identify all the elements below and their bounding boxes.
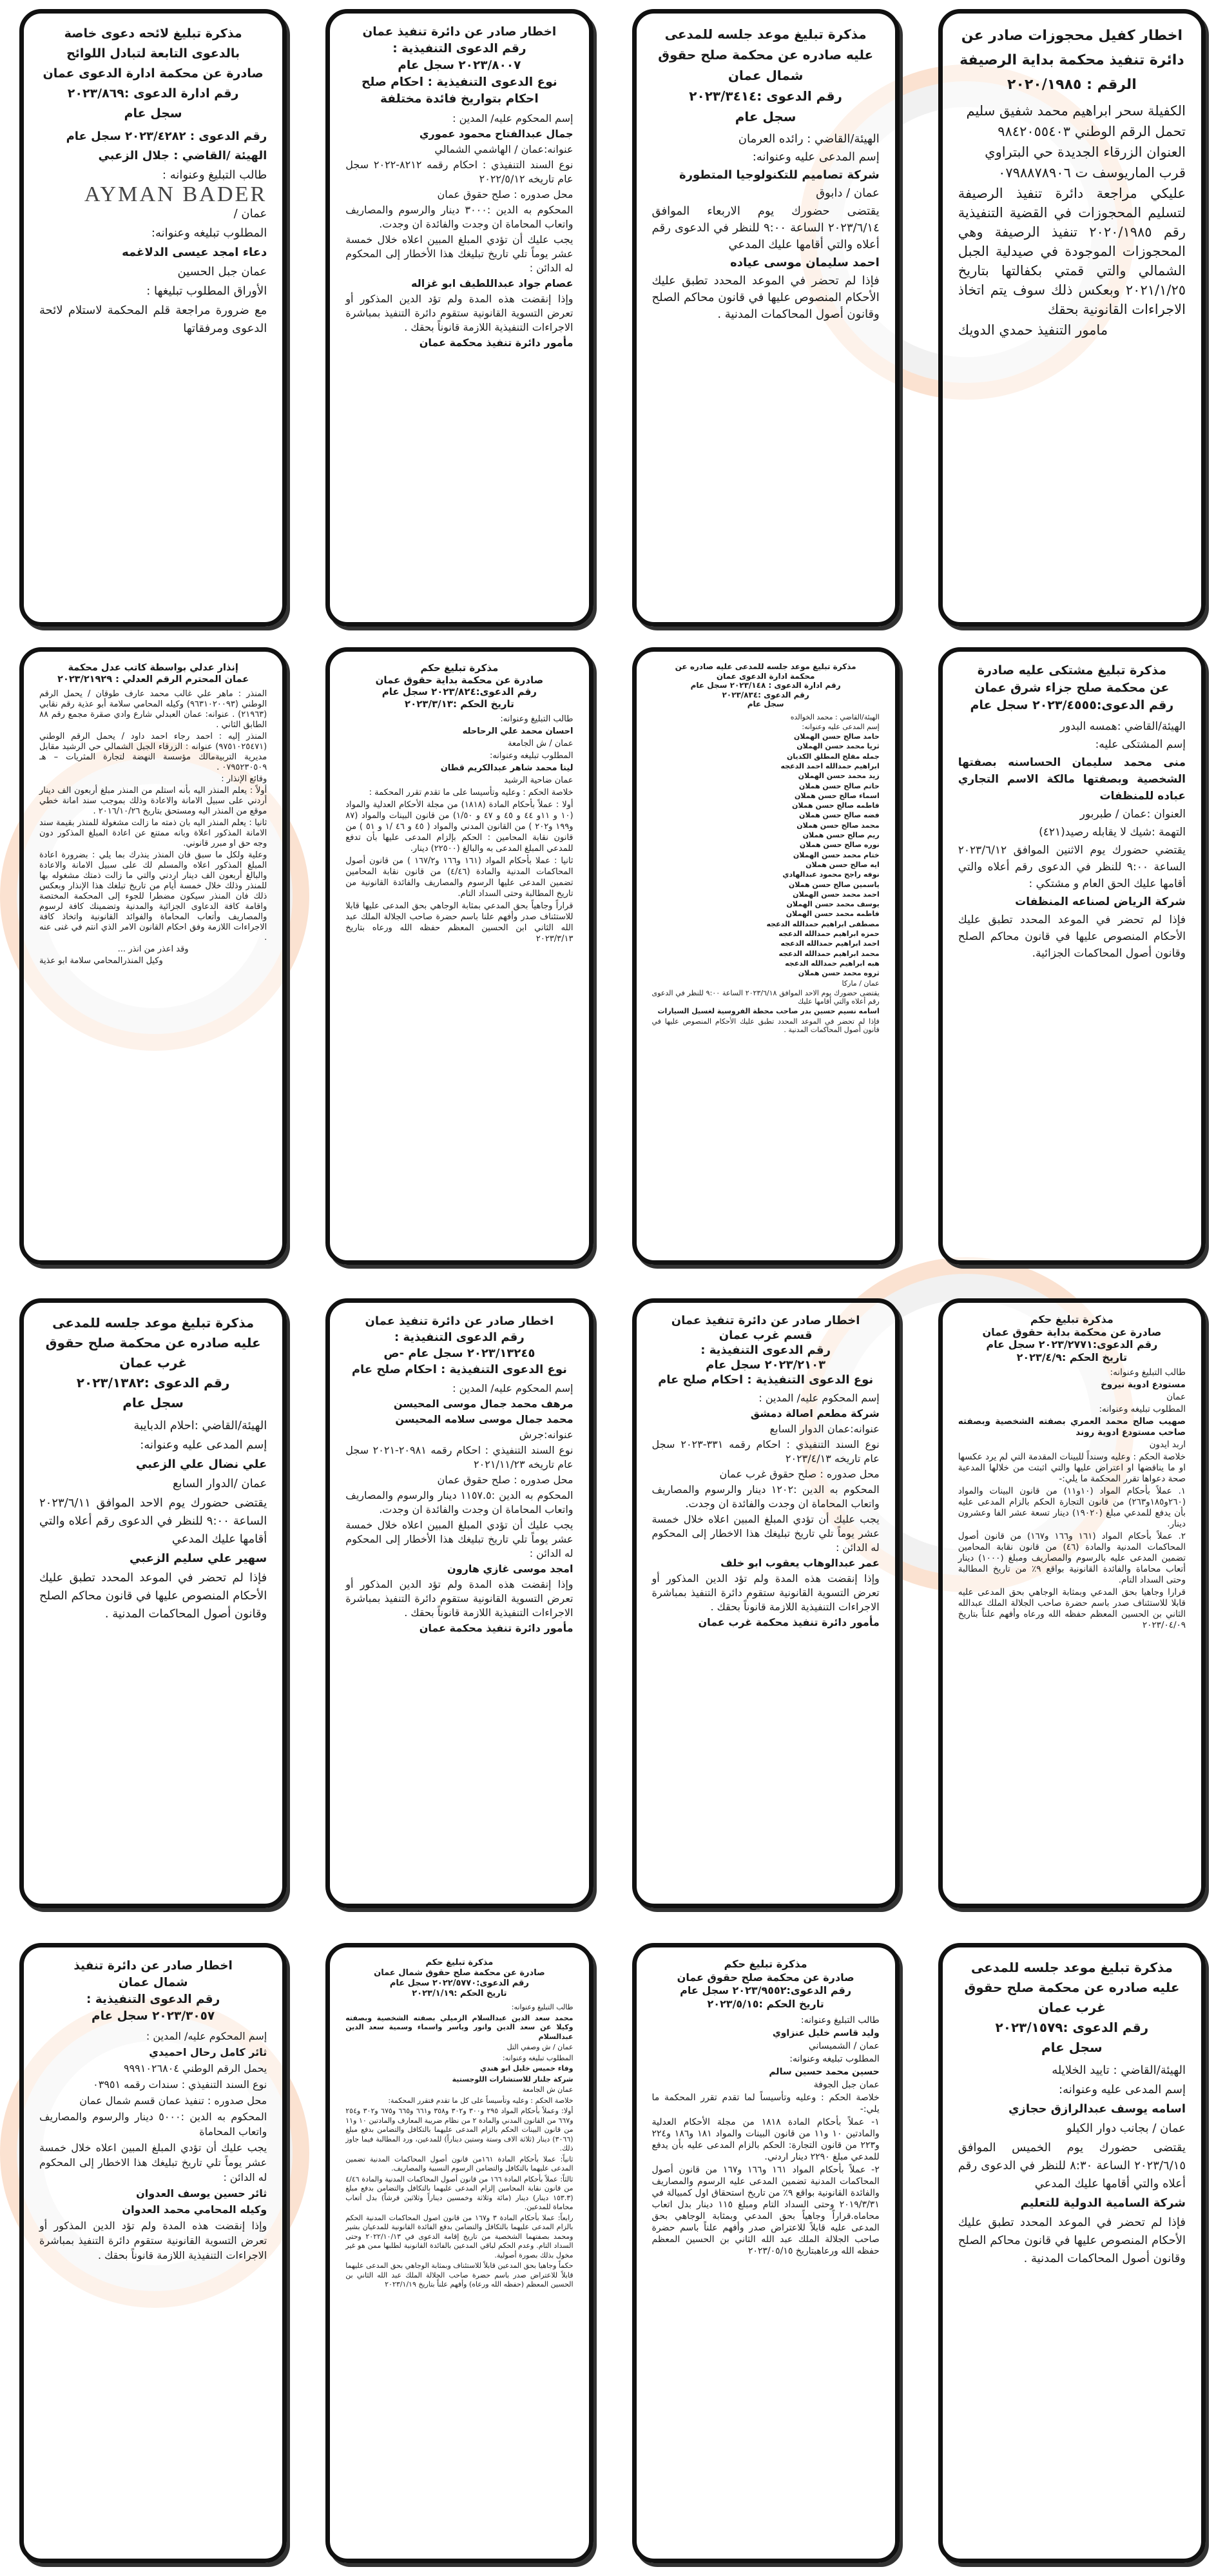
notice-paragraph: المطلوب تبليغه وعنوانه: [489,751,574,761]
notice-title-line: الرقم : ٢٠٢٠/١٩٨٥ [1007,77,1137,93]
notice-paragraph: خلاصة الحكم : وعليه وتأسيساً لما تقدم تقرر المحكمة ما يلي:- [651,2093,880,2114]
notice-title-line: احكام بتواريخ فائدة مختلفة [380,92,539,106]
notice-paragraph: وعلية ولكل ما سبق فان المنذر ينذرك بما يلي : بضرورة اعادة المبلغ المذكور اعلاه والمسلم لك على سبيل الامانة والاعادة والبالغ أربعون الف دينار اردني والتي ما زالت ذمتك مشغوله بها للمنذر وذلك خلال خمسة أيام من تاريخ تبلغك هذا الإنذار وبعكس ذلك فان المنذر سيكون مضطرا للجوء إلى المحكمة المختصة واقامة كافة الدعاوى الجزائية والمدنية وتضمينك كافة لرسوم والمصاريف وأتعاب المحاماة والفوائد القانونية واتخاذ كافة الاجراءات اللازمة وفق احكام القانون الامر الذي انتم في غنى عنه . [39,850,267,942]
notice-title-line: رقم الدعوى :٢٠٢٣/١٥٧٩ [995,2020,1149,2035]
notice-title-line: مذكرة تبليغ موعد جلسه للمدعى [52,1315,255,1331]
notice-party-name: مرهف محمد جمال موسى المحيسن [393,1398,574,1410]
notice-party-name: وفاء خميس خليل ابو هندي [479,2064,574,2073]
notice-title-line: مذكرة تبليغ مشتكى عليه صادرة [977,663,1166,678]
notice-paragraph: يقتضى حضورك يوم الاحد الموافق ٢٠٢٣/٦/١١ الساعة ٩:٠٠ للنظر في الدعوى رقم أعلاه والتي أقامها عليك المدعي [39,1496,267,1546]
notice-paragraph: ٢. عملاً بأحكام المواد (١٦١ و١٦٦ و١٦٧) من قانون أصول المحاكمات المدنية والمادة (٤٦) من قانون نقابة المحامين تضمين المدعى عليه بالرسوم والمصاريف ومبلغ (١٠٠٠) دينار أتعاب محاماة والفائدة القانونية بواقع ٩٪ من تاريخ المطالبة وحتى السداد التام. [958,1531,1186,1585]
notice-party-name: احمد ابراهيم حمدالله الدعجه [780,939,880,948]
notice-paragraph: فإذا لم تحضر في الموعد المحدد تطبق عليك الأحكام المنصوص عليها في قانون محاكم الصلح وقانون أصول المحاكمات المدنية . [958,2216,1186,2265]
notice-paragraph: إسم المحكوم عليه/ المدين : [452,112,574,124]
notice-title-line: مذكرة تبليغ موعد جلسه للمدعى [970,1960,1173,1975]
notice-paragraph: قرب الماريوسف ت ٠٧٩٨٨٧٨٩٠٦ [998,165,1186,181]
notice-title-line: عمان المحترم الرقم العدلي : ٢٠٢٣/٢١٩٢٩ [57,674,249,685]
notice-cell [0,638,306,1276]
notice-paragraph: وقائع الإنذار : [221,774,267,784]
notice-party-name: زيد محمد حسن الهملان [798,772,880,781]
notice-party-name: احمد سليمان موسى عياده [730,256,880,269]
notice-party-name: اسامه يوسف عبدالرازق حجازي [1008,2102,1186,2116]
notice-paragraph: خلاصة الحكم : وعليه وسنداً للبينات المقدمة التي لم يرد عكسها او ما يناقضها او اعتراض عليها والتي اثبتت من خلالها المدعية صحة دعواها تقرر المحكمة ما يلي:- [958,1452,1186,1484]
notice-paragraph: خلاصة الحكم : وعليه وتأسيساً على كل ما تقدم فتقرر المحكمة: [388,2096,574,2105]
notice-paragraph: وإذا إنقضت هذه المدة ولم تؤد الدين المذكور أو تعرض التسوية القانونية ستقوم دائرة التنفيذ بمباشرة الاجراءات التنفيذية اللازمة قانوناً بحقك . [651,1572,880,1613]
notice-title [39,1958,267,2025]
notice-paragraph: أولاً : يعلم المنذر اليه بأنه استلم من المنذر مبلغ أربعون الف دينار أردني على سبيل الامانة والاعادة وذلك بموجب سند امانة خطي موقع من المنذر اليه ومستحق بتاريخ ٢٠١٦/١٠/٢٦ . [39,786,267,816]
notice-party-name: علي نضال علي الزعبي [135,1458,267,1471]
notice-title-line: ٢٠٢٣/١٣٢٤٥ سجل عام -ص [383,1347,535,1360]
notice-party-name: ايه صالح حسن هملان [805,860,880,869]
notice-party-name: جمله مفلح المطلق الكديان [786,752,880,761]
notice-title [958,662,1186,714]
notice-title-line: رقم الدعوى:٢٠٢٣/٤٥٥٥ سجل عام [970,698,1174,712]
notice-paragraph: عمان جبل الجوفة [813,2080,880,2090]
notice-party-name: ثروه محمد حسن هملان [798,969,880,978]
notice-card [19,647,287,1265]
notice-cell [919,1276,1225,1921]
notice-party-name: نوفه راجح محمود عبدالهادي [782,870,880,879]
notice-paragraph: عمان جبل الحسين [177,265,267,278]
notice-card [632,9,900,627]
notice-party-name: فاطمه محمد حسن الهملان [786,910,880,919]
notice-party-name: هبه ابراهيم حمدالله الدعجه [785,959,880,968]
notice-title-line: سجل عام [122,1395,184,1410]
notice-title [39,1313,267,1413]
notice-party-name: مأمور دائرة تنفيذ محكمة عمان [419,1622,574,1634]
notice-party-name: ابراهيم حمدالله احمد الدعجه [780,761,880,770]
notice-party-name: ثائر حسين يوسف العدوان [136,2187,267,2200]
notice-title-line: مذكرة تبليغ حكم [425,1958,494,1967]
notice-paragraph: يقتضى حضورك يوم الاربعاء الموافق ٢٠٢٣/٦/١٤ الساعة ٩:٠٠ للنظر في الدعوى رقم أعلاه والتي أقامها عليك المدعي [651,204,880,251]
notice-title-line: رقم الدعوى:٢٠٢٣/٩٥٥٢ سجل عام [680,1984,852,1996]
notice-title-line: بالدعوى التابعة لتبادل اللوائح [66,46,240,61]
notice-card [19,1298,287,1908]
notice-title-line: شمال عمان [728,68,804,83]
notice-title-line: شمال عمان [118,1976,188,1989]
notice-card [632,647,900,1265]
notice-paragraph: الهيئة/القاضي : محمد الخوالده [790,712,880,721]
notice-party-name: سهير علي سليم الزعبي [129,1552,267,1565]
notice-card [938,647,1206,1265]
notice-party-name: مأمور دائرة تنفيذ محكمة غرب عمان [698,1616,880,1628]
notice-title-line: صادرة عن محكمة صلح حقوق عمان [677,1971,854,1984]
notice-paragraph: عمان / الشميساني [808,2041,880,2051]
notice-paragraph: عنوانه:عمان الدوار السابع [769,1423,880,1435]
notice-title-line: صادرة عن محكمة بداية حقوق عمان [375,674,544,686]
notice-paragraph: محل صدوره : صلح حقوق عمان [437,1474,574,1486]
notice-party-name: لينا محمد شاهر عبدالكريم قطان [440,763,574,773]
notice-title-line: مذكرة تبليغ حكم [420,662,499,674]
notice-paragraph: المنذر : ماهر علي غالب محمد عارف طوقان / يحمل الرقم الوطني (٩٦٣١٠٢٠٠٩٣) وكيله المحامي سلامة أبو عذية رقم نقابي (٢١٩٦٣) . عنوانه: عمان العبدلي شارع وادي صقرة مجمع رقم ٨٨ الطابق الثاني . [39,689,267,730]
notice-title [345,662,573,710]
notice-card [325,1298,593,1908]
notice-title-line: مذكرة تبليغ حكم [1030,1313,1114,1325]
notice-title-line: غرب عمان [119,1355,188,1371]
notice-paragraph: المنذر إليه : احمد رجاء احمد داود / يحمل الرقم الوطني (٩٧٥١٠٢٥٤٧١) عنوانه : الزرقاء الجبل الشمالي حي الرشيد مقابل مديرية التربيةمالك مؤسسة النهضة لتجارة المثريات – هـ ٠٧٩٥٢٣٠٥٠٩ . [39,732,267,772]
notice-cell [306,1921,612,2576]
notice-title-line: نوع الدعوى التنفيذية : احكام صلح عام [658,1373,874,1387]
notice-party-name: جمال عبدالفتاح محمود عموري [419,128,574,140]
notice-card [19,1943,287,2563]
notice-paragraph: نوع السند التنفيذي : احكام رقمه ٣٣١-٢٠٢٣ سجل عام تاريخه ٢٠٢٣/٤/١٣ [651,1438,880,1465]
notice-party-name: ريم صالح حسن هملان [802,831,880,840]
notice-title-line: دائرة تنفيذ محكمة بداية الرصيفة [960,52,1184,68]
notice-cell [0,1921,306,2576]
notice-title-line: رقم الدعوى:٢٠٢٣/٢٧٧١ سجل عام [986,1338,1158,1351]
notice-title-line: تاريخ الحكم :٢٠٢٣/٣/١٣ [404,698,514,710]
notice-paragraph: قراراً وجاهياً بحق المدعي بمثابة الوجاهي بحق المدعى عليها قابلا للاستئناف صدر وأفهم علنا باسم حضرة صاحب الجلالة الملك عبد الله الثاني ابن الحسين المعظم حفظه الله ورعاه بتاريخ ٢٠٢٣/٣/١٣ [345,901,574,944]
notice-title-line: اخطار كفيل محجوزات صادر عن [961,28,1183,44]
notice-party-name: محمد ابراهيم حمدالله الدعجه [778,949,880,958]
notice-cell [613,1921,919,2576]
notice-paragraph: يجب عليك أن تؤدي المبلغ المبين اعلاه خلال خمسة عشر يوماً تلي تاريخ تبليغك هذا الاخطار إلى المحكوم له الدائن : [651,1513,880,1554]
notice-paragraph: اربد ايدون [1149,1439,1186,1450]
notice-paragraph: عنوانه:جرش [519,1429,574,1441]
notice-paragraph: ثانيا : يعلم المنذر اليه بان ذمته ما زالت مشغولة للمنذر بقيمة سند الامانة المذكور اعلاة وبانه ممتنع عن اعادة المبلغ المذكور دون وجه حق او مبرر قانوني. [39,818,267,848]
notice-paragraph: إسم المحكوم عليه/ المدين : [452,1382,574,1394]
notice-paragraph: ٢- عملاً بأحكام المواد ١٦١ و١٦٦ و١٦٧ من قانون أصول المحاكمات المدنية تضمين المدعى عليه الرسوم والمصاريف والفائدة القانونية بواقع ٩٪ من تاريخ استحقاق اول كمبيالة في ٢٠١٩/٣/٣١ وحتى السداد التام ومبلغ ١١٥ دينار بدل اتعاب محاماه.قراراً وجاهياً بحق المدعي وبمثابة الوجاهي بحق المدعى عليه قابلاً للاعتراض صدر وأفهم علناً باسم حضرة صاحب الجلالة الملك عبد الله الثاني بن الحسين المعظم حفظه الله ورعاهبتاريخ ٢٠٢٣/٠٥/١٥ [651,2165,880,2256]
notice-title-line: مذكرة تبليغ موعد جلسه للمدعى عليه صادره عن [675,662,856,671]
notice-paragraph: تحمل الرقم الوطني ٩٨٤٢٠٥٥٤٠٣ [998,124,1186,139]
notice-party-name: صهيب صالح محمد العمري بصفته الشخصية وبصفته صاحب مستودع ادوية روند [958,1416,1186,1438]
notice-paragraph: ثانيا : عملا بأحكام المواد (١٦١ و١٦٦ و١٦٧/٢ ) من قانون أصول المحاكمات المدنية والمادة (٤/٤٦) من قانون نقابة المحامين تضمين المدعى عليها الرسوم والمصاريف والفائدة القانونية من تاريخ المطالبة وحتى السداد التام. [345,856,574,899]
notice-title-line: سجل عام [124,106,182,121]
notice-title-line: عليه صادره عن محكمة صلح حقوق [964,1980,1180,1995]
notice-signature: مامور التنفيذ حمدي الدويك [958,322,1108,338]
notice-paragraph: طالب التبليغ وعنوانه: [800,2015,880,2025]
notice-paragraph: عمان / ش الجامعة [507,739,574,748]
notice-paragraph: ثالثاً: عملاً بأحكام المادة ١٦٦ من قانون أصول المحاكمات المدنية والمادة ٤/٤٦ من قانون نقابة المحامين إلزام المدعى عليهما بالتكافل والتضامن بدفع مبلغ (١٥٣.٣ دينار) دينار (مائة وثلاثة وخمسين ديناراً وثلاثين قرشاً) بدل أتعاب محاماة للمدعين. [345,2174,574,2211]
notice-title-line: نوع الدعوى التنفيذية : احكام صلح عام [351,1363,567,1376]
notice-paragraph: الكفيلة سحر ابراهيم محمد شفيق سليم [966,103,1186,119]
notice-party-name: وكيله المحامي محمد العدوان [122,2203,267,2216]
notice-party-name: منى محمد سليمان الحساسنه بصفتها الشخصية وبصفتها مالكة الاسم التجاري عباده للمنظفات [958,756,1186,803]
notice-cell [0,1276,306,1921]
notice-title-line: عليه صادره عن محكمة صلح حقوق [658,47,874,63]
notice-title-line: مذكرة تبليغ لائحه دعوى خاصة [64,26,242,41]
notice-card [19,9,287,627]
notice-paragraph: أولا: وعملاً بأحكام المواد ٢٩٥ و٣٠٠ و٣٠٢ و٣٥٨ و٦٦١ و٦٦٥ و٦٧٥ و٣٠٢ و٢٥٤ و٦٦٧ من القانون المدني والمادة ٢ من نظام ضريبة المعارف والمادتين ١٠ و١١ من قانون البينات الحكم بالزام المدعى عليهما بالتكافل والتضامن بدفع مبلغ (٣٠٦٦) دينار (ثلاثة الاف وستة وستين ديناراً) للمدعين، ورد المطالبة فيما جاوز ذلك. [345,2107,574,2152]
notice-title [39,24,267,124]
notice-paragraph: يقتضى حضورك يوم الاحد الموافق ٢٠٢٣/٦/١٨ الساعة ٩:٠٠ للنظر في الدعوى رقم أعلاه والتي أقامها عليك [651,988,880,1006]
notice-cell [919,638,1225,1276]
notice-paragraph: فإذا لم تحضر في الموعد المحدد تطبق عليك الأحكام المنصوص عليها في قانون محاكم الصلح وقانون أصول المحاكمات الجزائية. [958,913,1186,960]
notice-party-name: ثريا محمد حسن الهملان [796,742,880,751]
notice-party-name: عمر عبدالوهاب يعقوب ابو خلف [720,1557,880,1569]
notice-party-name: ياسمين صالح حسن هملان [788,880,880,889]
notice-card [632,1943,900,2563]
notice-title-line: مذكرة تبليغ حكم [724,1958,807,1970]
notice-paragraph: إسم المحكوم عليه/ المدين : [758,1392,880,1404]
notice-party-name: حسين محمد حسين سالم [769,2067,880,2077]
notice-paragraph: حكماً وجاهيا بحق المدعين قابلاً للاستئناف وبمثابة الوجاهي بحق المدعى عليهما قابلاً للاعتراض صدر باسم حضرة صاحب الجلالة الملك عبد الله الثاني بن الحسين المعظم (حفظه الله ورعاه) وأفهم علناً بتاريخ ٢٠٢٣/١/١٩ [345,2261,574,2288]
notice-paragraph: الأوراق المطلوب تبليغها : [146,284,267,298]
notice-signature: وكيل المنذرالمحامي سلامة ابو عذية [39,956,163,966]
notice-paragraph: إسم المدعى عليه وعنوانه: [140,1438,267,1452]
notice-paragraph: فإذا لم تحضر في الموعد المحدد تطبق عليك الأحكام المنصوص عليها في قانون محاكم الصلح وقانون أصول المحاكمات المدنية . [39,1571,267,1621]
notice-title-line: تاريخ الحكم :٢٠٢٣/٥/١٥ [707,1997,824,2010]
notice-party-name: شركة السامية الدولية للتعليم [1020,2196,1186,2210]
notice-title-line: رقم الدعوى :٢٠٢٣/١٣٨٢ [76,1375,230,1390]
notice-title-line: رقم الدعوى التنفيذية : [86,1993,220,2006]
notice-title [652,1313,880,1387]
notice-paragraph: الهيئة/القاضي : تاييد الخلايله [1052,2064,1186,2077]
notice-paragraph: طالب التبليغ وعنوانه: [511,2003,574,2011]
notice-title-line: رقم الدعوى :٢٠٢٣/٨٣٤ [722,690,809,699]
notice-paragraph: يجب عليك أن تؤدي المبلغ المبين اعلاه خلال خمسة عشر يوماً تلي تاريخ تبليغك هذا الاخطار إلى المحكوم له الدائن : [39,2142,267,2183]
notice-title-line: سجل عام [735,109,796,124]
notice-party-name: دعاء امجد عيسى الدلاغمه [122,246,267,259]
notice-party-name: حامد صالح حسن الهملان [793,732,880,741]
notice-paragraph: طالب التبليغ وعنوانه: [500,714,574,724]
notice-paragraph: إسم المدعى عليه وعنوانه: [802,722,880,731]
notice-party-name: شركة جلنار للاستشارات اللوجستية [452,2074,574,2083]
notice-paragraph: المطلوب تبليغه وعنوانه: [789,2054,880,2064]
notice-card [938,1943,1206,2563]
notice-title [345,1313,573,1378]
notice-title-line: سجل عام [1041,2040,1103,2055]
notice-paragraph: ثانياً: عملا بأحكام المادة ١٦١من قانون أصول المحاكمات المدنية تضمين المدعى عليهما بالتكافل والتضامن الرسوم النسبية والمصاريف. [345,2154,574,2172]
notice-card [325,9,593,627]
notice-paragraph: يجب عليك أن تؤدي المبلغ المبين اعلاه خلال خمسة عشر يوماً تلي تاريخ تبليغك هذا الأخطار إلى المحكوم له الدائن : [345,1519,574,1559]
notice-title [958,1958,1186,2058]
notice-paragraph: المطلوب تبليغه وعنوانه: [151,226,267,240]
notice-party-name: وليد قاسم خليل عنزاوي [772,2028,880,2038]
notice-paragraph: قرارا وجاهيا بحق المدعي وبمثابة الوجاهي بحق المدعى عليه قابلا للاستئناف صدر باسم حضرة صاحب الجلالة الملك عبدالله الثاني بن الحسين المعظم حفظه الله ورعاه وأفهم علناً بتاريخ ٢٠٢٣/٠٤/٠٩ [958,1587,1186,1630]
notice-party-name: اسامه نسيم حسين بدر صاحب محطة الفروسية لغسيل السيارات [657,1007,880,1016]
notice-title [958,1313,1186,1363]
notice-paragraph: خلاصة الحكم : وعليه وتأسيسا على ما تقدم تقرر المحكمة : [369,788,574,797]
notice-paragraph: المحكوم به الدين :٣٠٠٠ دينار والرسوم والمصاريف واتعاب المحاماة ان وجدت والفائدة ان وجدت. [345,204,574,230]
notice-paragraph: طالب التبليغ وعنوانه : [162,168,267,182]
notice-paragraph: ١- عملاً بأحكام المادة ١٨١٨ من مجلة الأحكام العدلية والمادتين ١٠ و١١ من قانون البينات والمواد ١٨١ و١٨٦ و٢٢٤ و٢٢٣ من قانون التجارة: الحكم بالزام المدعى عليه بأن يدفع للمدعي مبلغ ٢٢٩٠ دينار اردني. [651,2117,880,2162]
notice-title-line: اخطار صادر عن دائرة تنفيذ عمان [365,1314,554,1328]
notice-title-line: ٢٠٢٣/٢١٠٣ سجل عام [706,1358,826,1372]
notice-paragraph: إسم المدعى عليه وعنوانه: [752,150,880,164]
notice-paragraph: إسم المدعى عليه وعنوانه: [1059,2083,1186,2096]
notice-title-line: رقم ادارة الدعوى : ٢٠٢٣/١٤٨ سجل عام [690,681,841,690]
notice-party-name: رقم الدعوى : ٢٠٢٣/٤٢٨٢ سجل عام [66,130,267,143]
notice-cell [306,638,612,1276]
notice-cell [306,0,612,638]
notice-cell [613,1276,919,1921]
notice-party-name: ختام محمد حسن الهملان [793,850,880,859]
notice-paragraph: فإذا لم تحضر في الموعد المحدد تطبق عليك الأحكام المنصوص عليها في قانون محاكم الصلح وقانون أصول المحاكمات المدنية . [651,274,880,321]
notice-title [39,662,267,685]
notice-party-name: فاطمه صالح حسن هملان [791,801,880,810]
notice-party-name: مستودع ادوية نيروخ [1101,1380,1186,1390]
notice-paragraph: إسم المشتكى عليه: [1095,738,1186,751]
notice-paragraph: المحكوم به الدين :٥٠٠٠ دينار والرسوم والمصاريف واتعاب المحاماة [39,2111,267,2138]
notice-title-line: عليه صادره عن محكمة صلح حقوق [45,1335,261,1351]
notice-paragraph: عمان /الدوار السابع [172,1477,267,1490]
notice-title-line: غرب عمان [1037,2000,1106,2015]
notice-party-name: يوسف محمد حسن الهملان [786,900,880,909]
notice-title-line: سجل عام [747,699,784,708]
notice-paragraph: الهيئة/القاضي : رائده العرمان [738,132,880,146]
notice-card [325,647,593,1265]
notice-title-line: رقم الدعوى:٢٠٢٢/٥٧٧٠ سجل عام [389,1978,529,1988]
notice-paragraph: مع ضرورة مراجعة قلم المحكمة لاستلام لائحة الدعوى ومرفقاتها [39,304,267,335]
notice-paragraph: أولا : عملاً بأحكام المادة (١٨١٨) من مجلة الأحكام العدلية والمواد (١٠ و ١١و ٤٤ و ٤٥ و ٤٧ و ١/٥٠) من قانون البينات والمواد (٨٧ و١٩٩ و٢٠٢ ) من القانون المدني والمواد ( ٤٥ و ٤٦ /١ و ٥١ ) من قانون نقابة المحامين : الحكم بإلزام المدعى عليها بأن تدفع للمدعي المبلغ المدعى به والبالغ (٢٢٥٠٠) دينار. [345,800,574,854]
notice-party-name: شركة الرياض لصناعه المنظفات [1015,895,1186,908]
notice-cell [919,0,1225,638]
notice-paragraph: العنوان الزرقاء الجديدة حي البتراوي [985,144,1186,160]
notice-title-line: ٢٠٢٣/٨٠٠٧ سجل عام [398,59,521,72]
notice-title-line: اخطار صادر عن دائرة تنفيذ عمان [671,1314,860,1327]
notice-paragraph: العنوان :عمان / طبربور [1079,808,1186,821]
notice-title [652,24,880,127]
notice-party-name: احمد محمد حسن الهملان [793,890,880,899]
notice-paragraph: وإذا إنقضت هذه المدة ولم تؤد الدين المذكور أو تعرض التسوية القانونية ستقوم دائرة التنفيذ بمباشرة الاجراءات التنفيذية اللازمة قانوناً بحقك . [345,293,574,333]
notice-title-line: رقم الدعوى التنفيذية : [394,1331,525,1344]
notice-title-line: رقم الدعوى :٢٠٢٣/٣٤١٤ [689,88,842,104]
notice-party-name: مصطفى ابراهيم حمدالله الدعجه [766,919,880,928]
notice-paragraph: محل صدوره : تنفيذ عمان قسم شمال عمان [79,2094,267,2107]
notice-paragraph: عمان / [233,207,267,220]
notice-title-line: صادرة عن محكمة ادارة الدعوى عمان [43,66,264,81]
notice-party-name: شركة تصاميم للتكنولوجيا المتطورة [679,168,880,182]
notice-party-name: الهيئة /القاضي : جلال الزعبي [98,149,267,162]
notice-party-name: محمد سعد الدين عبدالسلام الزميلي بصفته الشخصية وبصفته وكيلا عن سعد الدين وانور وياسر واسماء وسمية سعد الدين عبدالسلام [345,2013,574,2041]
notice-party-name: احسان محمد علي الرحاحله [462,727,574,736]
notice-paragraph: عمان [1166,1392,1186,1402]
notice-paragraph: عمان ضاحية الرشيد [504,776,574,785]
notice-title-line: نوع الدعوى التنفيذية : احكام صلح [361,75,557,89]
notice-title-line: ٢٠٢٣/٣٠٥٧ سجل عام [92,2009,215,2023]
notice-title [345,24,573,108]
notice-party-name: فضه صالح حسن هملان [798,811,880,820]
notice-paragraph: نوع السند التنفيذي : سندات رقمه ٠٣٩٥١ [93,2078,267,2091]
notice-party-name: مأمور دائرة تنفيذ محكمة عمان [419,337,574,349]
notice-cell [613,0,919,638]
notice-paragraph: يقتضى حضورك يوم الخميس الموافق ٢٠٢٣/٦/١٥ الساعة ٨:٣٠ للنظر في الدعوى رقم أعلاه والتي أقامها عليك المدعي [958,2141,1186,2191]
notice-card [938,1298,1206,1908]
notice-paragraph: عمان ش الجامعة [522,2085,574,2094]
notice-paragraph: المحكوم به الدين :١١٥٧.٥ دينار والرسوم والمصاريف واتعاب المحاماة ان وجدت والفائدة ان وجدت. [345,1489,574,1516]
notice-paragraph: وقد اعذر من انذر ... [117,944,189,954]
notice-title-line: اخطار صادر عن دائرة تنفيذ [73,1959,233,1973]
notice-title [958,24,1186,97]
notice-party-name: محمد صالح حسن هملان [796,821,880,830]
notice-party-name: اسماء صالح حسن هملان [794,791,880,800]
notice-paragraph: عليكي مراجعة دائرة تنفيذ الرصيفة لتسليم المحجوزات في القضية التنفيذية رقم ٢٠٢٠/١٩٨٥ تنفيذ الرصيفة وهي المحجوزات الموجودة في صيدلية الجبل الشمالي والتي قمتي بكفالتها بتاريخ ٢٠٢١/١/٢٥ وبعكس ذلك سوف يتم اتخاذ الاجراءات القانونية بحقك [958,186,1186,317]
notice-card [632,1298,900,1908]
notice-paragraph: يقتضي حضورك يوم الاثنين الموافق ٢٠٢٣/٦/١٢ الساعة ٩:٠٠ للنظر في الدعوى رقم أعلاه والتي أقامها عليك الحق العام و مشتكي : [958,844,1186,890]
notice-party-name: حمزه ابراهيم حمدالله الدعجه [778,930,880,939]
notice-paragraph: الهيئة/القاضي :احلام الدبايبة [133,1419,267,1432]
notice-paragraph: نوع السند التنفيذي : احكام رقمه ٢٠٩٨١-٢٠٢١ سجل عام تاريخه ٢٠٢١/١١/٢٣ [345,1444,574,1470]
notice-party-name: نوره صالح حسن هملان [799,841,880,850]
notice-party-name: شركة مطعم اصالة دمشق [750,1407,880,1420]
notice-paragraph: يجب عليك أن تؤدي المبلغ المبين اعلاه خلال خمسة عشر يوماً تلي تاريخ تبليغك هذا الأخطار إلى المحكوم له الدائن : [345,233,574,274]
notice-title [652,662,880,709]
notice-card [325,1943,593,2563]
notice-paragraph: رابعاً: عملا بأحكام المادة ٣ و١٦٧ من قانون اصول المحاكمات المدنية الحكم بالزام المدعى عليهما بالتكافل والتضامن بدفع الفائدة القانونية للمدعيان بشير ومحمد بصفتهما الشخصية من تاريخ إقامة الدعوى في ٢٠٢٢/١٠/١٣ وحتى السداد التام. وعدم الحكم لباقي المدعين بالفائدة القانونية لطلبها ممن هو غير مخول بذلك بصورة أصولية. [345,2213,574,2259]
notice-title-line: رقم ادارة الدعوى :٢٠٢٣/٨٦٩ [67,86,239,101]
notice-title [652,1958,880,2011]
notice-title-line: إنذار عدلي بواسطة كاتب عدل محكمة [68,663,238,673]
notice-paragraph: المحكوم به الدين :١٢٠٢ دينار والرسوم والمصاريف واتعاب المحاماة ان وجدت والفائدة ان وجدت. [651,1483,880,1510]
notice-title-line: تاريخ الحكم :٢٠٢٣/١/١٩ [412,1989,507,1998]
notice-title-line: مذكرة تبليغ موعد جلسه للمدعى [664,26,867,42]
notice-card [938,9,1206,627]
notice-title-line: قسم غرب عمان [719,1329,813,1342]
notice-cell [613,638,919,1276]
notice-paragraph: المطلوب تبليغه وعنوانه: [1099,1404,1186,1414]
notice-party-name: امجد موسى غازي هارون [447,1563,574,1575]
notice-paragraph: عمان / ش وصفي التل [506,2043,574,2051]
notice-paragraph: عمان / بجانب دوار الكيلو [1066,2122,1186,2135]
notice-paragraph: المطلوب تبليغه وعنوانه: [502,2053,574,2062]
notice-title-line: اخطار صادر عن دائرة تنفيذ عمان [362,25,557,39]
notice-cell [306,1276,612,1921]
notice-title-line: صادرة عن محكمة بداية حقوق عمان [982,1325,1162,1338]
notice-paragraph: عمان / دابوق [816,186,880,200]
notice-title-line: تاريخ الحكم :٢٠٢٣/٤/٩ [1016,1351,1128,1363]
notice-cell [919,1921,1225,2576]
notice-title-line: صادرة عن محكمة صلح حقوق شمال عمان [374,1968,545,1978]
notice-party-name: حاتم صالح حسن هملان [798,781,880,790]
notice-title-line: رقم الدعوى:٢٠٢٣/٨٢٤ سجل عام [381,686,537,698]
notice-paragraph: الهيئة/القاضي :همسه البدور [1059,720,1186,733]
notice-paragraph: إسم المحكوم عليه/ المدين : [146,2030,267,2042]
notice-paragraph: AYMAN BADER [84,182,267,206]
notice-party-name: ثائر كامل رحال احميدي [149,2046,267,2058]
notice-paragraph: ١. عملاً بأحكام المواد (١٠و١١) من قانون البينات والمواد (٢٦٠و١٨٥و٢٦٣) من قانون التجارة الحكم بالزام المدعى عليه بأن يدفع للمدعي مبلغ (١٩٠٢٠) دينار تسعة عشر الفا وعشرون دينار. [958,1486,1186,1529]
notice-paragraph: محل صدوره : صلح حقوق عمان [437,188,574,200]
notice-paragraph: عنوانه:عمان / الهاشمي الشمالي [434,143,574,155]
notice-paragraph: وإذا إنقضت هذه المدة ولم تؤد الدين المذكور أو تعرض التسوية القانونية ستقوم دائرة التنفيذ بمباشرة الاجراءات التنفيذية اللازمة قانوناً بحقك . [345,1578,574,1619]
notice-title-line: محكمة ادارة الدعوى عمان [716,671,815,681]
notice-party-name: محمد جمال موسى سلامه المحيسن [395,1413,574,1425]
notice-paragraph: عمان / ماركا [842,979,880,988]
notice-paragraph: محل صدوره : صلح حقوق غرب عمان [719,1468,880,1480]
notice-party-name: عصام جواد عبداللطيف ابو غزاله [411,277,574,289]
notice-title-line: رقم الدعوى التنفيذية : [392,42,526,55]
notice-paragraph: نوع السند التنفيذي : احكام رقمه ٨٢١٢-٢٠٢٢ سجل عام تاريخه ٢٠٢٢/٥/١٢ [345,159,574,185]
notice-title-line: رقم الدعوى التنفيذية : [700,1343,831,1357]
notice-cell [0,0,306,638]
notice-paragraph: فإذا لم تحضر في الموعد المحدد تطبق عليك الأحكام المنصوص عليها في قانون أصول المحاكمات المدنية . [651,1017,880,1034]
notice-paragraph: وإذا إنقضت هذه المدة ولم تؤد الدين المذكور أو تعرض التسوية القانونية ستقوم دائرة التنفيذ بمباشرة الاجراءات التنفيذية اللازمة قانوناً بحقك . [39,2220,267,2261]
notice-title-line: عن محكمة صلح جزاء شرق عمان [974,681,1170,695]
notice-paragraph: طالب التبليغ وعنوانه: [1110,1367,1186,1378]
notice-title [345,1958,573,1999]
notice-paragraph: التهمة :شيك لا يقابله رصيد(٤٢١) [1039,826,1186,839]
notice-paragraph: يحمل الرقم الوطني ٩٩٩١٠٢٦٨٠٤ [123,2062,267,2074]
